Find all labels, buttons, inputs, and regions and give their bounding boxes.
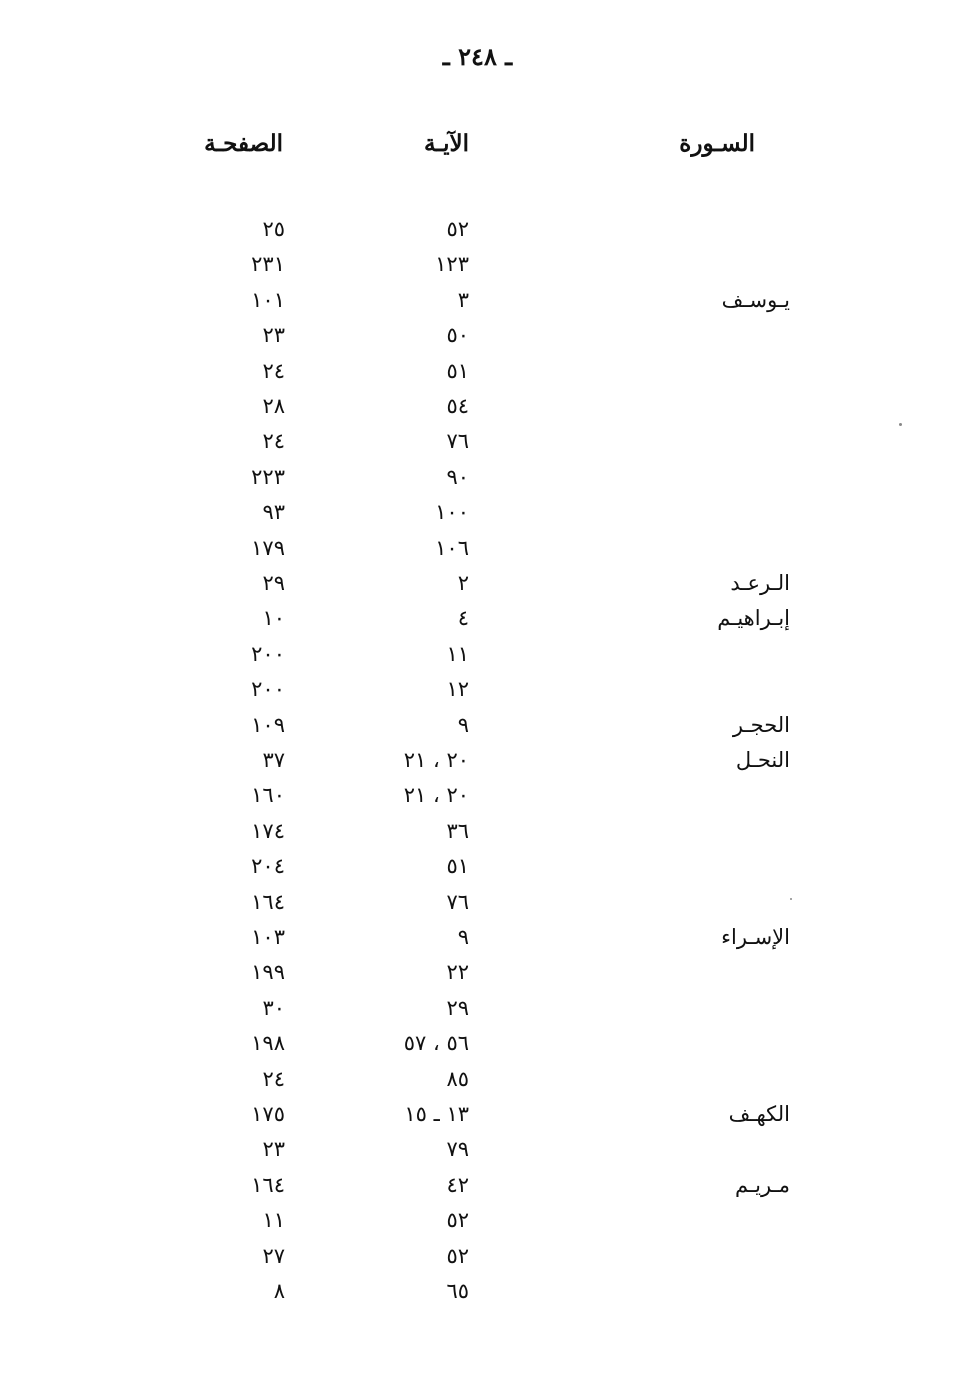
cell-page: ١٠٩: [251, 712, 285, 737]
cell-page: ٢٣: [262, 1137, 285, 1162]
header-aya: الآيـة: [424, 130, 469, 157]
cell-sura: الحجـر: [732, 712, 790, 737]
table-row: [0, 1203, 955, 1238]
cell-aya: ١١: [446, 641, 469, 666]
cell-page: ٢٢٣: [251, 464, 285, 489]
table-row: [0, 1274, 955, 1309]
table-row: [0, 991, 955, 1026]
cell-sura: الكهـف: [728, 1102, 790, 1126]
table-row: [0, 460, 955, 495]
table-row: [0, 247, 955, 282]
cell-aya: ٥٢: [446, 217, 469, 241]
cell-aya: ٢٩: [446, 995, 469, 1020]
table-row: [0, 778, 955, 813]
scan-speck: [899, 423, 902, 426]
cell-aya: ٩: [457, 712, 469, 737]
cell-page: ٢٥: [262, 217, 285, 241]
table-row: [0, 1239, 955, 1274]
table-row: [0, 920, 955, 955]
table-row: [0, 531, 955, 566]
table-row: [0, 708, 955, 743]
cell-page: ٢٠٠: [251, 641, 285, 666]
cell-aya: ٤٢: [446, 1172, 469, 1197]
cell-aya: ٥٦ ، ٥٧: [403, 1031, 469, 1056]
cell-aya: ١٠٠: [435, 500, 469, 525]
cell-aya: ٧٦: [446, 889, 469, 914]
table-row: [0, 354, 955, 389]
cell-page: ٢٤: [262, 1066, 285, 1091]
table-row: [0, 814, 955, 849]
header-page: الصفحـة: [204, 130, 283, 157]
cell-page: ١٠: [262, 606, 285, 631]
table-row: [0, 424, 955, 459]
cell-page: ٢٠٠: [251, 677, 285, 702]
cell-page: ٢٤: [262, 429, 285, 454]
table-row: [0, 672, 955, 707]
cell-aya: ٥١: [446, 358, 469, 383]
cell-page: ١٧٤: [251, 818, 285, 843]
cell-aya: ٩: [457, 925, 469, 949]
cell-sura: الـرعـد: [730, 571, 790, 595]
cell-page: ٢٠٤: [251, 854, 285, 879]
cell-sura: يـوسـف: [721, 287, 790, 312]
cell-page: ٣٧: [262, 748, 285, 772]
table-row: [0, 1026, 955, 1061]
cell-page: ٣٠: [262, 995, 285, 1020]
cell-page: ١٠٣: [251, 925, 285, 949]
cell-aya: ١٠٦: [435, 535, 469, 560]
cell-aya: ٥٢: [446, 1208, 469, 1233]
scan-speck: [790, 898, 792, 900]
table-row: [0, 318, 955, 353]
cell-page: ١٧٩: [251, 535, 285, 560]
table-row: [0, 212, 955, 247]
table-row: [0, 389, 955, 424]
cell-page: ٢٣: [262, 323, 285, 348]
cell-aya: ٣: [457, 287, 469, 312]
cell-page: ٢٨: [262, 394, 285, 418]
table-row: [0, 885, 955, 920]
table-row: [0, 566, 955, 601]
cell-page: ١٦٤: [251, 889, 285, 914]
table-row: [0, 1168, 955, 1203]
cell-aya: ٧٦: [446, 429, 469, 454]
cell-sura: إبـراهيـم: [717, 606, 790, 631]
cell-aya: ٢: [457, 571, 469, 595]
cell-aya: ٧٩: [446, 1137, 469, 1162]
table-row: [0, 637, 955, 672]
cell-aya: ٥٠: [446, 323, 469, 348]
cell-page: ١٩٨: [251, 1031, 285, 1056]
cell-sura: النحـل: [735, 748, 790, 772]
cell-sura: مـريـم: [735, 1172, 790, 1197]
cell-aya: ٦٥: [446, 1279, 469, 1303]
cell-aya: ٣٦: [446, 818, 469, 843]
table-row: [0, 601, 955, 636]
cell-page: ٢٩: [262, 571, 285, 595]
cell-aya: ٢٢: [446, 960, 469, 985]
header-sura: السـورة: [679, 130, 755, 157]
cell-aya: ٩٠: [446, 464, 469, 489]
table-row: [0, 849, 955, 884]
cell-page: ١٦٠: [251, 783, 285, 808]
cell-page: ٢٧: [262, 1243, 285, 1268]
table-row: [0, 743, 955, 778]
cell-aya: ١٣ ـ ١٥: [404, 1102, 469, 1126]
cell-sura: الإسـراء: [721, 925, 790, 949]
table-row: [0, 1097, 955, 1132]
cell-page: ٢٤: [262, 358, 285, 383]
table-row: [0, 955, 955, 990]
cell-aya: ٥٤: [446, 394, 469, 418]
cell-page: ١٦٤: [251, 1172, 285, 1197]
table-row: [0, 1062, 955, 1097]
cell-page: ٨: [273, 1279, 285, 1303]
cell-aya: ٨٥: [446, 1066, 469, 1091]
cell-aya: ١٢: [446, 677, 469, 702]
cell-page: ١٠١: [251, 287, 285, 312]
cell-aya: ٢٠ ، ٢١: [403, 748, 469, 772]
cell-aya: ٢٠ ، ٢١: [403, 783, 469, 808]
cell-page: ٢٣١: [251, 252, 285, 277]
page-number: ـ ٢٤٨ ـ: [442, 42, 513, 71]
cell-aya: ٥٢: [446, 1243, 469, 1268]
cell-page: ١٩٩: [251, 960, 285, 985]
cell-page: ١١: [262, 1208, 285, 1233]
cell-aya: ٤: [457, 606, 469, 631]
table-row: [0, 495, 955, 530]
cell-aya: ٥١: [446, 854, 469, 879]
cell-page: ٩٣: [262, 500, 285, 525]
cell-page: ١٧٥: [251, 1102, 285, 1126]
cell-aya: ١٢٣: [435, 252, 469, 277]
table-row: [0, 283, 955, 318]
table-row: [0, 1132, 955, 1167]
